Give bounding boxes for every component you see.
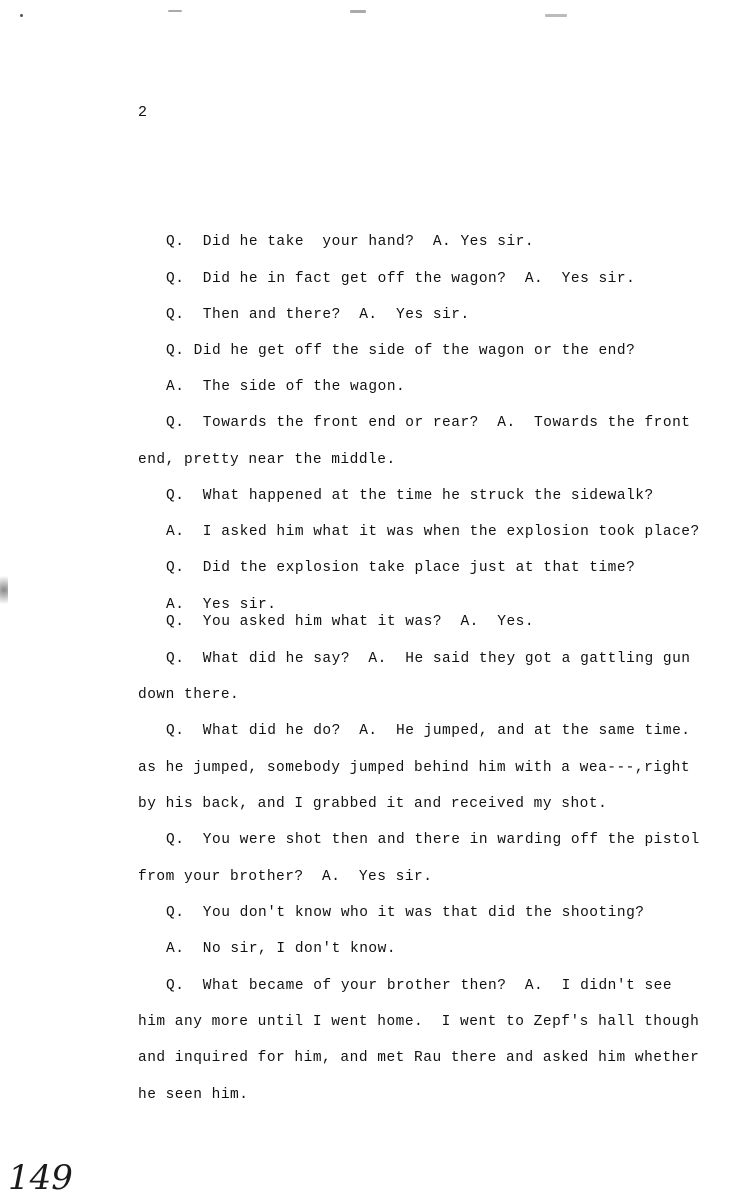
transcript-line: from your brother? A. Yes sir. xyxy=(138,869,433,885)
transcript-line: Q. You were shot then and there in warding off the pistol xyxy=(166,832,700,848)
handwritten-page-number: 149 xyxy=(8,1158,73,1198)
transcript-line: A. No sir, I don't know. xyxy=(166,941,397,957)
ink-speck xyxy=(168,10,182,12)
transcript-line: Q. Did the explosion take place just at that time? xyxy=(166,560,636,576)
transcript-line: Q. You don't know who it was that did the shooting? xyxy=(166,905,645,921)
transcript-line: Q. What did he say? A. He said they got a gattling gun xyxy=(166,651,691,667)
transcript-line: Q. What did he do? A. He jumped, and at the same time. xyxy=(166,723,691,739)
transcript-line: A. The side of the wagon. xyxy=(166,379,406,395)
transcript-line: Q. Towards the front end or rear? A. Towards the front xyxy=(166,415,691,431)
transcript-line: A. Yes sir. xyxy=(166,597,277,613)
transcript-line: down there. xyxy=(138,687,240,703)
transcript-line: and inquired for him, and met Rau there and asked him whether xyxy=(138,1050,700,1066)
transcript-line: Q. You asked him what it was? A. Yes. xyxy=(166,614,535,630)
ink-speck xyxy=(545,14,567,17)
page-number: 2 xyxy=(138,104,149,121)
transcript-line: end, pretty near the middle. xyxy=(138,452,396,468)
transcript-line: Q. What happened at the time he struck the sidewalk? xyxy=(166,488,654,504)
transcript-line: as he jumped, somebody jumped behind him with a wea---,right xyxy=(138,760,691,776)
transcript-line: Q. Did he in fact get off the wagon? A. Yes sir. xyxy=(166,271,636,287)
transcript-line: Q. What became of your brother then? A. I didn't see xyxy=(166,978,673,994)
ink-speck xyxy=(350,10,366,13)
transcript-line: Q. Then and there? A. Yes sir. xyxy=(166,307,470,323)
scan-edge-mark xyxy=(0,570,8,610)
transcript-line: Q. Did he get off the side of the wagon or the end? xyxy=(166,343,636,359)
transcript-line: A. I asked him what it was when the explosion took place? xyxy=(166,524,700,540)
transcript-line: him any more until I went home. I went to Zepf's hall though xyxy=(138,1014,700,1030)
ink-speck xyxy=(20,14,23,17)
transcript-line: by his back, and I grabbed it and received my shot. xyxy=(138,796,608,812)
transcript-line: he seen him. xyxy=(138,1087,249,1103)
transcript-line: Q. Did he take your hand? A. Yes sir. xyxy=(166,234,535,250)
